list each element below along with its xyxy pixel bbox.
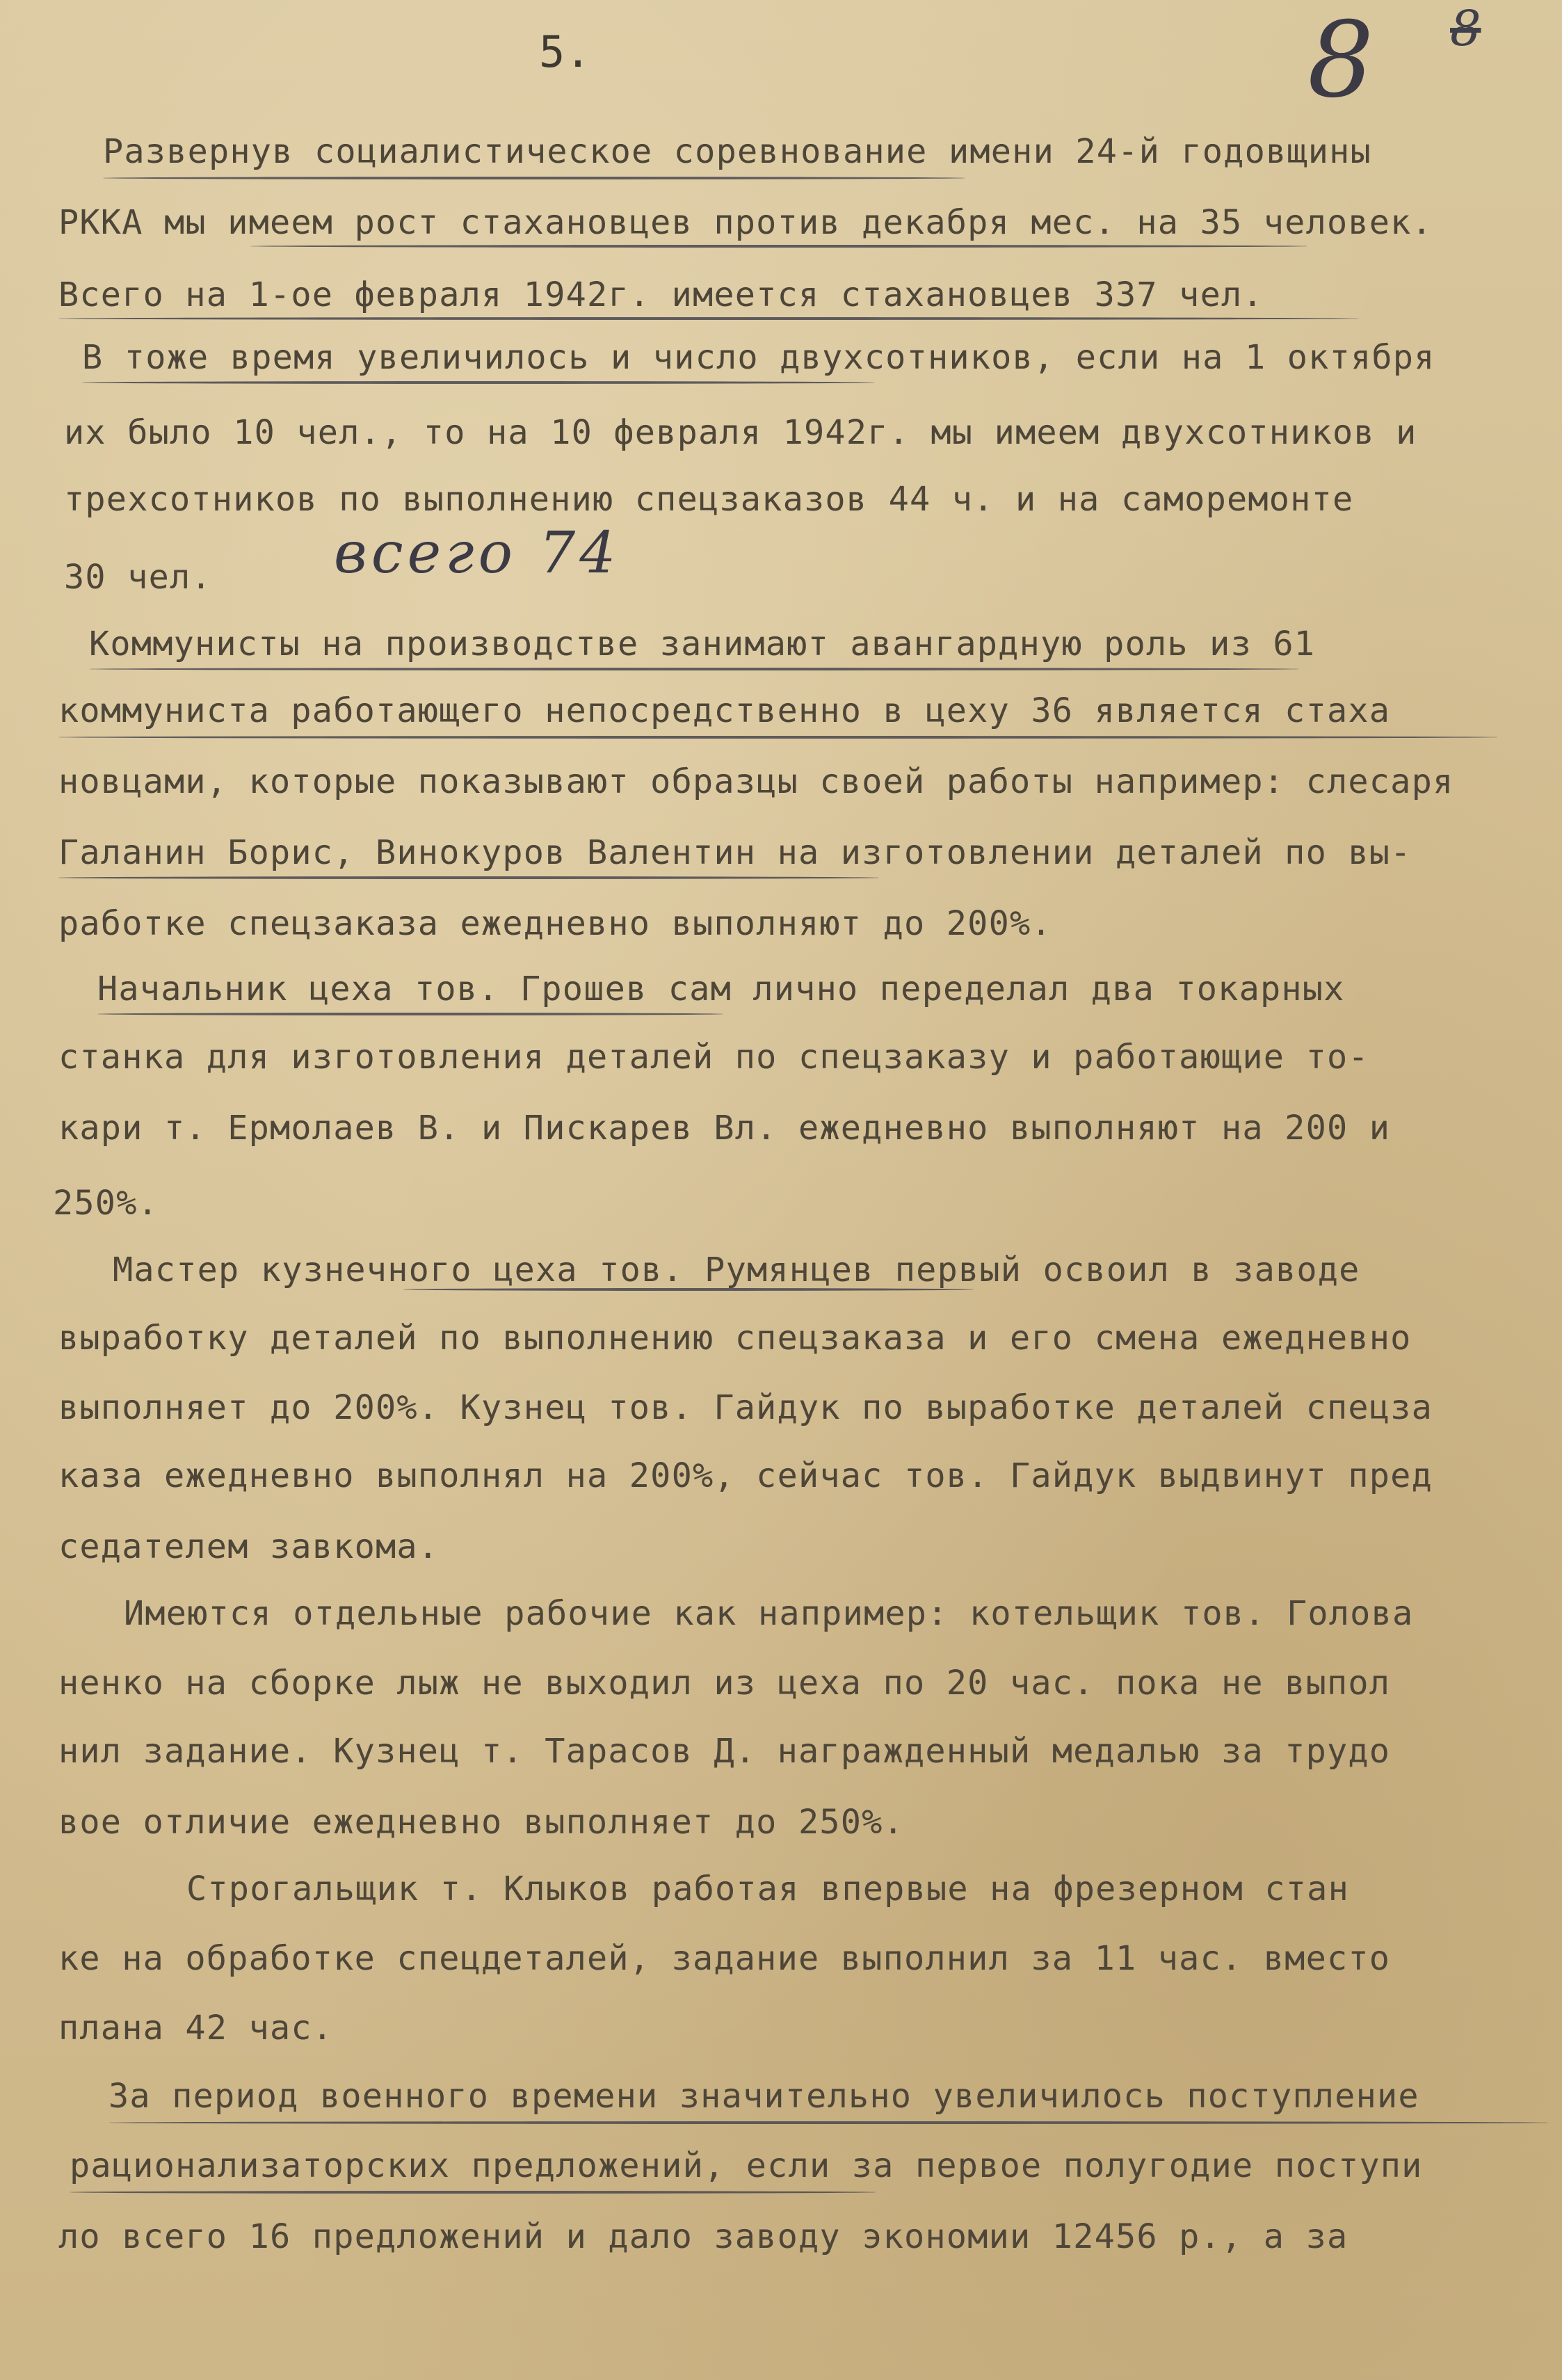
handwritten-total-note: всего 74 bbox=[334, 520, 620, 586]
text-line: седателем завкома. bbox=[58, 1527, 440, 1566]
text-line: Развернув социалистическое соревнование имени 24-й годовщины bbox=[103, 132, 1371, 171]
text-line: За период военного времени значительно увеличилось поступление bbox=[108, 2077, 1419, 2116]
text-line: выполняет до 200%. Кузнец тов. Гайдук по выработке деталей спецза bbox=[58, 1388, 1433, 1427]
handwritten-sheet-number: 8 bbox=[1307, 0, 1374, 121]
text-line: ло всего 16 предложений и дало заводу экономии 12456 р., а за bbox=[58, 2217, 1348, 2256]
text-line: трехсотников по выполнению спецзаказов 44 ч. и на саморемонте bbox=[64, 480, 1354, 519]
pencil-underline bbox=[89, 668, 1299, 670]
text-line: ненко на сборке лыж не выходил из цеха по 20 час. пока не выпол bbox=[58, 1664, 1391, 1703]
page-number: 5. bbox=[539, 26, 591, 77]
text-line: Строгальщик т. Клыков работая впервые на фрезерном стан bbox=[186, 1870, 1349, 1908]
text-line: вое отличие ежедневно выполняет до 250%. bbox=[58, 1803, 904, 1842]
pencil-underline bbox=[97, 1013, 723, 1015]
text-line: Галанин Борис, Винокуров Валентин на изготовлении деталей по вы- bbox=[58, 833, 1412, 872]
text-line: каза ежедневно выполнял на 200%, сейчас тов. Гайдук выдвинут пред bbox=[58, 1456, 1433, 1495]
text-line: новцами, которые показывают образцы своей работы например: слесаря bbox=[58, 762, 1454, 801]
text-line: рационализаторских предложений, если за первое полугодие поступи bbox=[70, 2146, 1423, 2185]
pencil-underline bbox=[82, 381, 875, 384]
pencil-underline bbox=[70, 2191, 876, 2194]
text-line: Имеются отдельные рабочие как например: котельщик тов. Голова bbox=[124, 1594, 1414, 1633]
text-line: плана 42 час. bbox=[58, 2009, 334, 2048]
text-line: коммуниста работающего непосредственно в цеху 36 является стаха bbox=[58, 691, 1391, 730]
text-line: кари т. Ермолаев В. и Пискарев Вл. ежедневно выполняют на 200 и bbox=[58, 1109, 1391, 1148]
pencil-underline bbox=[103, 177, 965, 179]
pencil-underline bbox=[250, 245, 1307, 248]
crossed-out-sheet-number: 8 bbox=[1450, 0, 1481, 57]
text-line: В тоже время увеличилось и число двухсотников, если на 1 октября bbox=[82, 338, 1435, 377]
text-line: Мастер кузнечного цеха тов. Румянцев первый освоил в заводе bbox=[113, 1251, 1360, 1289]
pencil-underline bbox=[58, 736, 1498, 739]
pencil-underline bbox=[58, 317, 1359, 320]
text-line: станка для изготовления деталей по спецзаказу и работающие то- bbox=[58, 1038, 1369, 1077]
text-line: ке на обработке спецдеталей, задание выполнил за 11 час. вместо bbox=[58, 1939, 1391, 1978]
text-line: Всего на 1-ое февраля 1942г. имеется стахановцев 337 чел. bbox=[58, 275, 1264, 314]
text-line: работке спецзаказа ежедневно выполняют до 200%. bbox=[58, 904, 1052, 943]
text-line: нил задание. Кузнец т. Тарасов Д. награжденный медалью за трудо bbox=[58, 1732, 1391, 1771]
pencil-underline bbox=[403, 1288, 974, 1291]
text-line: их было 10 чел., то на 10 февраля 1942г. мы имеем двухсотников и bbox=[64, 413, 1417, 452]
text-line: Начальник цеха тов. Грошев сам лично переделал два токарных bbox=[97, 970, 1345, 1008]
text-line: 250%. bbox=[53, 1184, 159, 1223]
text-line: 30 чел. bbox=[64, 558, 212, 597]
text-line: выработку деталей по выполнению спецзаказа и его смена ежедневно bbox=[58, 1319, 1412, 1358]
text-line: Коммунисты на производстве занимают авангардную роль из 61 bbox=[89, 625, 1316, 664]
pencil-underline bbox=[58, 876, 879, 879]
text-line: РККА мы имеем рост стахановцев против декабря мес. на 35 человек. bbox=[58, 203, 1433, 242]
pencil-underline bbox=[108, 2121, 1548, 2124]
